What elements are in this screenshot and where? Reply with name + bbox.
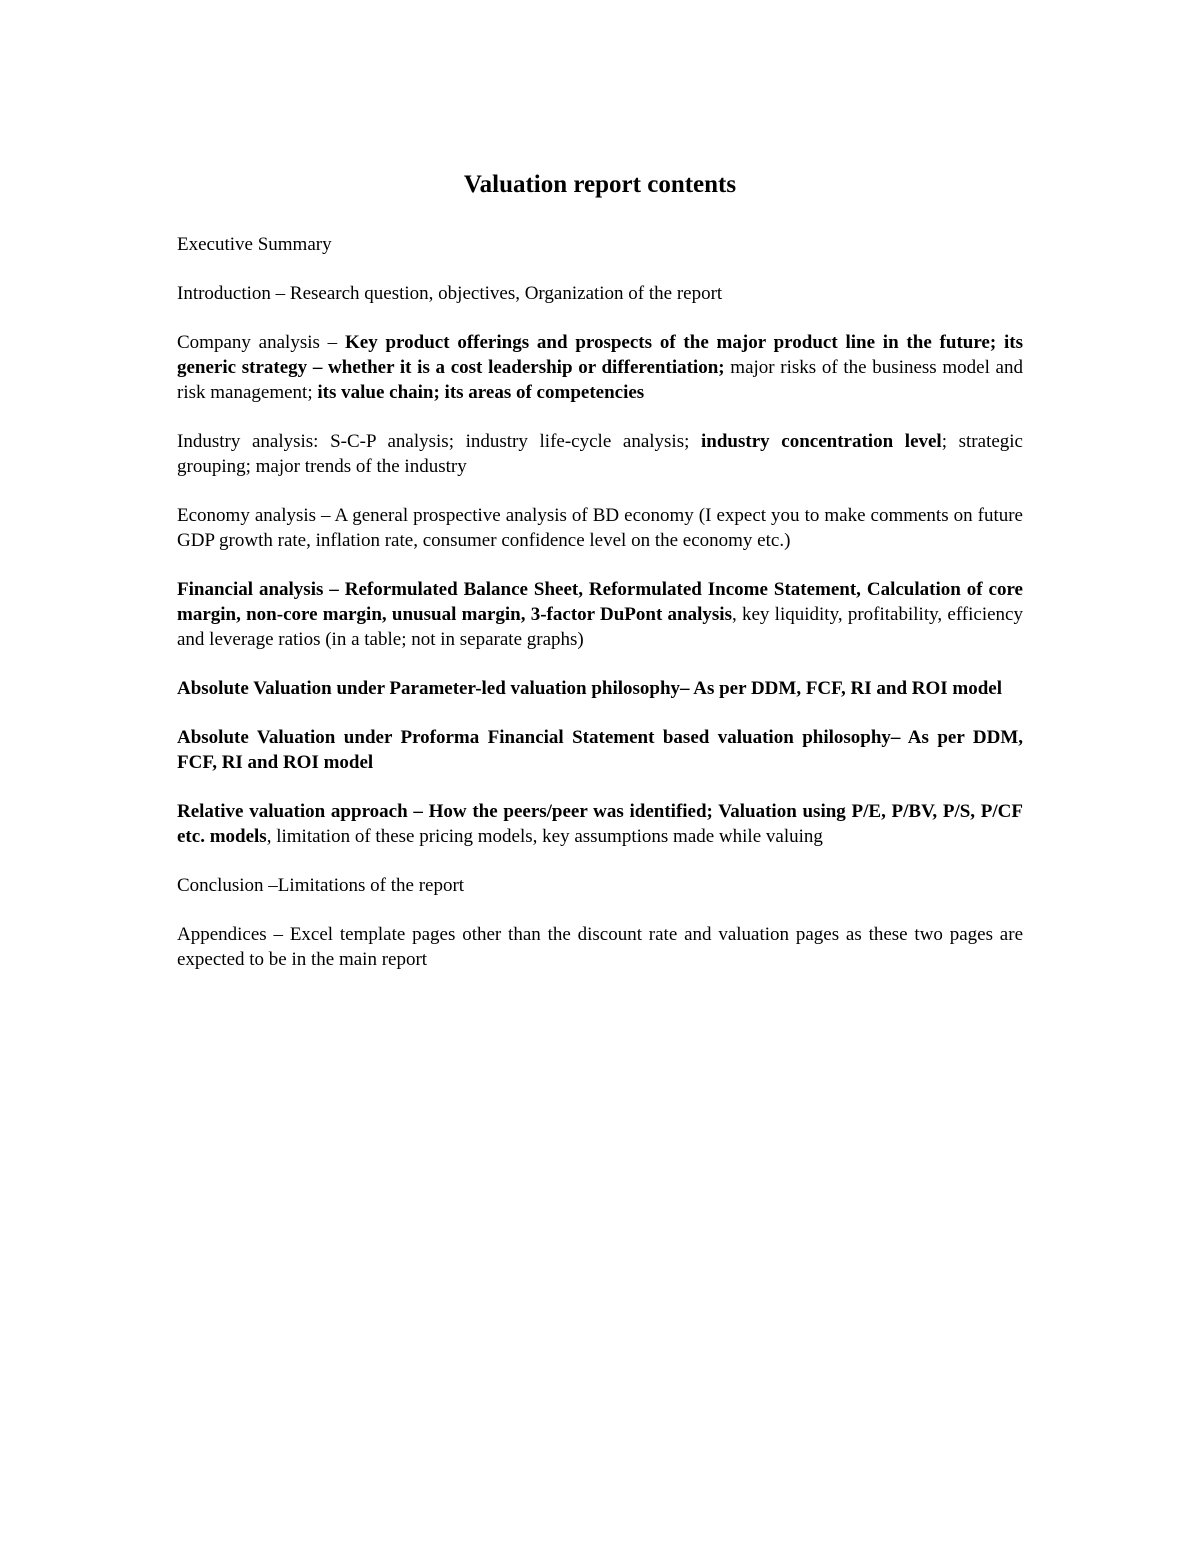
section-executive-summary xyxy=(177,232,1023,257)
bold-text-run: Financial analysis – Reformulated Balance Sheet, Reformulated Income Statement, Calculation of core margin, non-core margin, unusual margin, 3-factor DuPont analysis xyxy=(177,579,1023,625)
section-company-analysis xyxy=(177,330,1023,405)
section-relative-valuation xyxy=(177,799,1023,849)
text-run: Company analysis – xyxy=(177,332,345,353)
text-run: Introduction – Research question, objectives, Organization of the report xyxy=(177,283,723,304)
text-run: , limitation of these pricing models, key assumptions made while valuing xyxy=(266,826,823,847)
text-run: Industry analysis: S-C-P analysis; industry life-cycle analysis; xyxy=(177,431,702,452)
text-run: ; strategic grouping; major trends of the industry xyxy=(177,431,1023,477)
section-financial-analysis xyxy=(177,577,1023,652)
bold-text-run: Absolute Valuation under Proforma Financial Statement based valuation philosophy– As per DDM, FCF, RI and ROI model xyxy=(177,727,1023,773)
section-economy-analysis xyxy=(177,503,1023,553)
bold-text-run: Key product offerings and prospects of the major product line in the future; its generic strategy – whether it is a cost leadership or differentiation; xyxy=(177,332,1023,378)
text-run: Appendices – Excel template pages other than the discount rate and valuation pages as these two pages are expected to be in the main report xyxy=(177,924,1023,970)
document-body xyxy=(177,232,1023,996)
document-title: Valuation report contents xyxy=(463,171,737,198)
text-run: Economy analysis – A general prospective analysis of BD economy (I expect you to make comments on future GDP growth rate, inflation rate, consumer confidence level on the economy etc.) xyxy=(177,505,1023,551)
bold-text-run: Absolute Valuation under Parameter-led valuation philosophy– As per DDM, FCF, RI and ROI model xyxy=(177,678,1003,699)
bold-text-run: industry concentration level xyxy=(701,431,942,452)
section-absolute-valuation-proforma xyxy=(177,725,1023,775)
bold-text-run: Relative valuation approach – How the peers/peer was identified; Valuation using P/E, P/BV, P/S, P/CF etc. models xyxy=(177,801,1023,847)
text-run: Conclusion –Limitations of the report xyxy=(177,875,465,896)
text-run: Executive Summary xyxy=(177,234,332,255)
text-run: major risks of the business model and risk management; xyxy=(177,357,1023,403)
section-industry-analysis xyxy=(177,429,1023,479)
section-appendices xyxy=(177,922,1023,972)
section-introduction xyxy=(177,281,1023,306)
text-run: , key liquidity, profitability, efficiency and leverage ratios (in a table; not in separate graphs) xyxy=(177,604,1023,650)
bold-text-run: its value chain; its areas of competencies xyxy=(317,382,645,403)
section-absolute-valuation-parameter xyxy=(177,676,1023,701)
section-conclusion xyxy=(177,873,1023,898)
